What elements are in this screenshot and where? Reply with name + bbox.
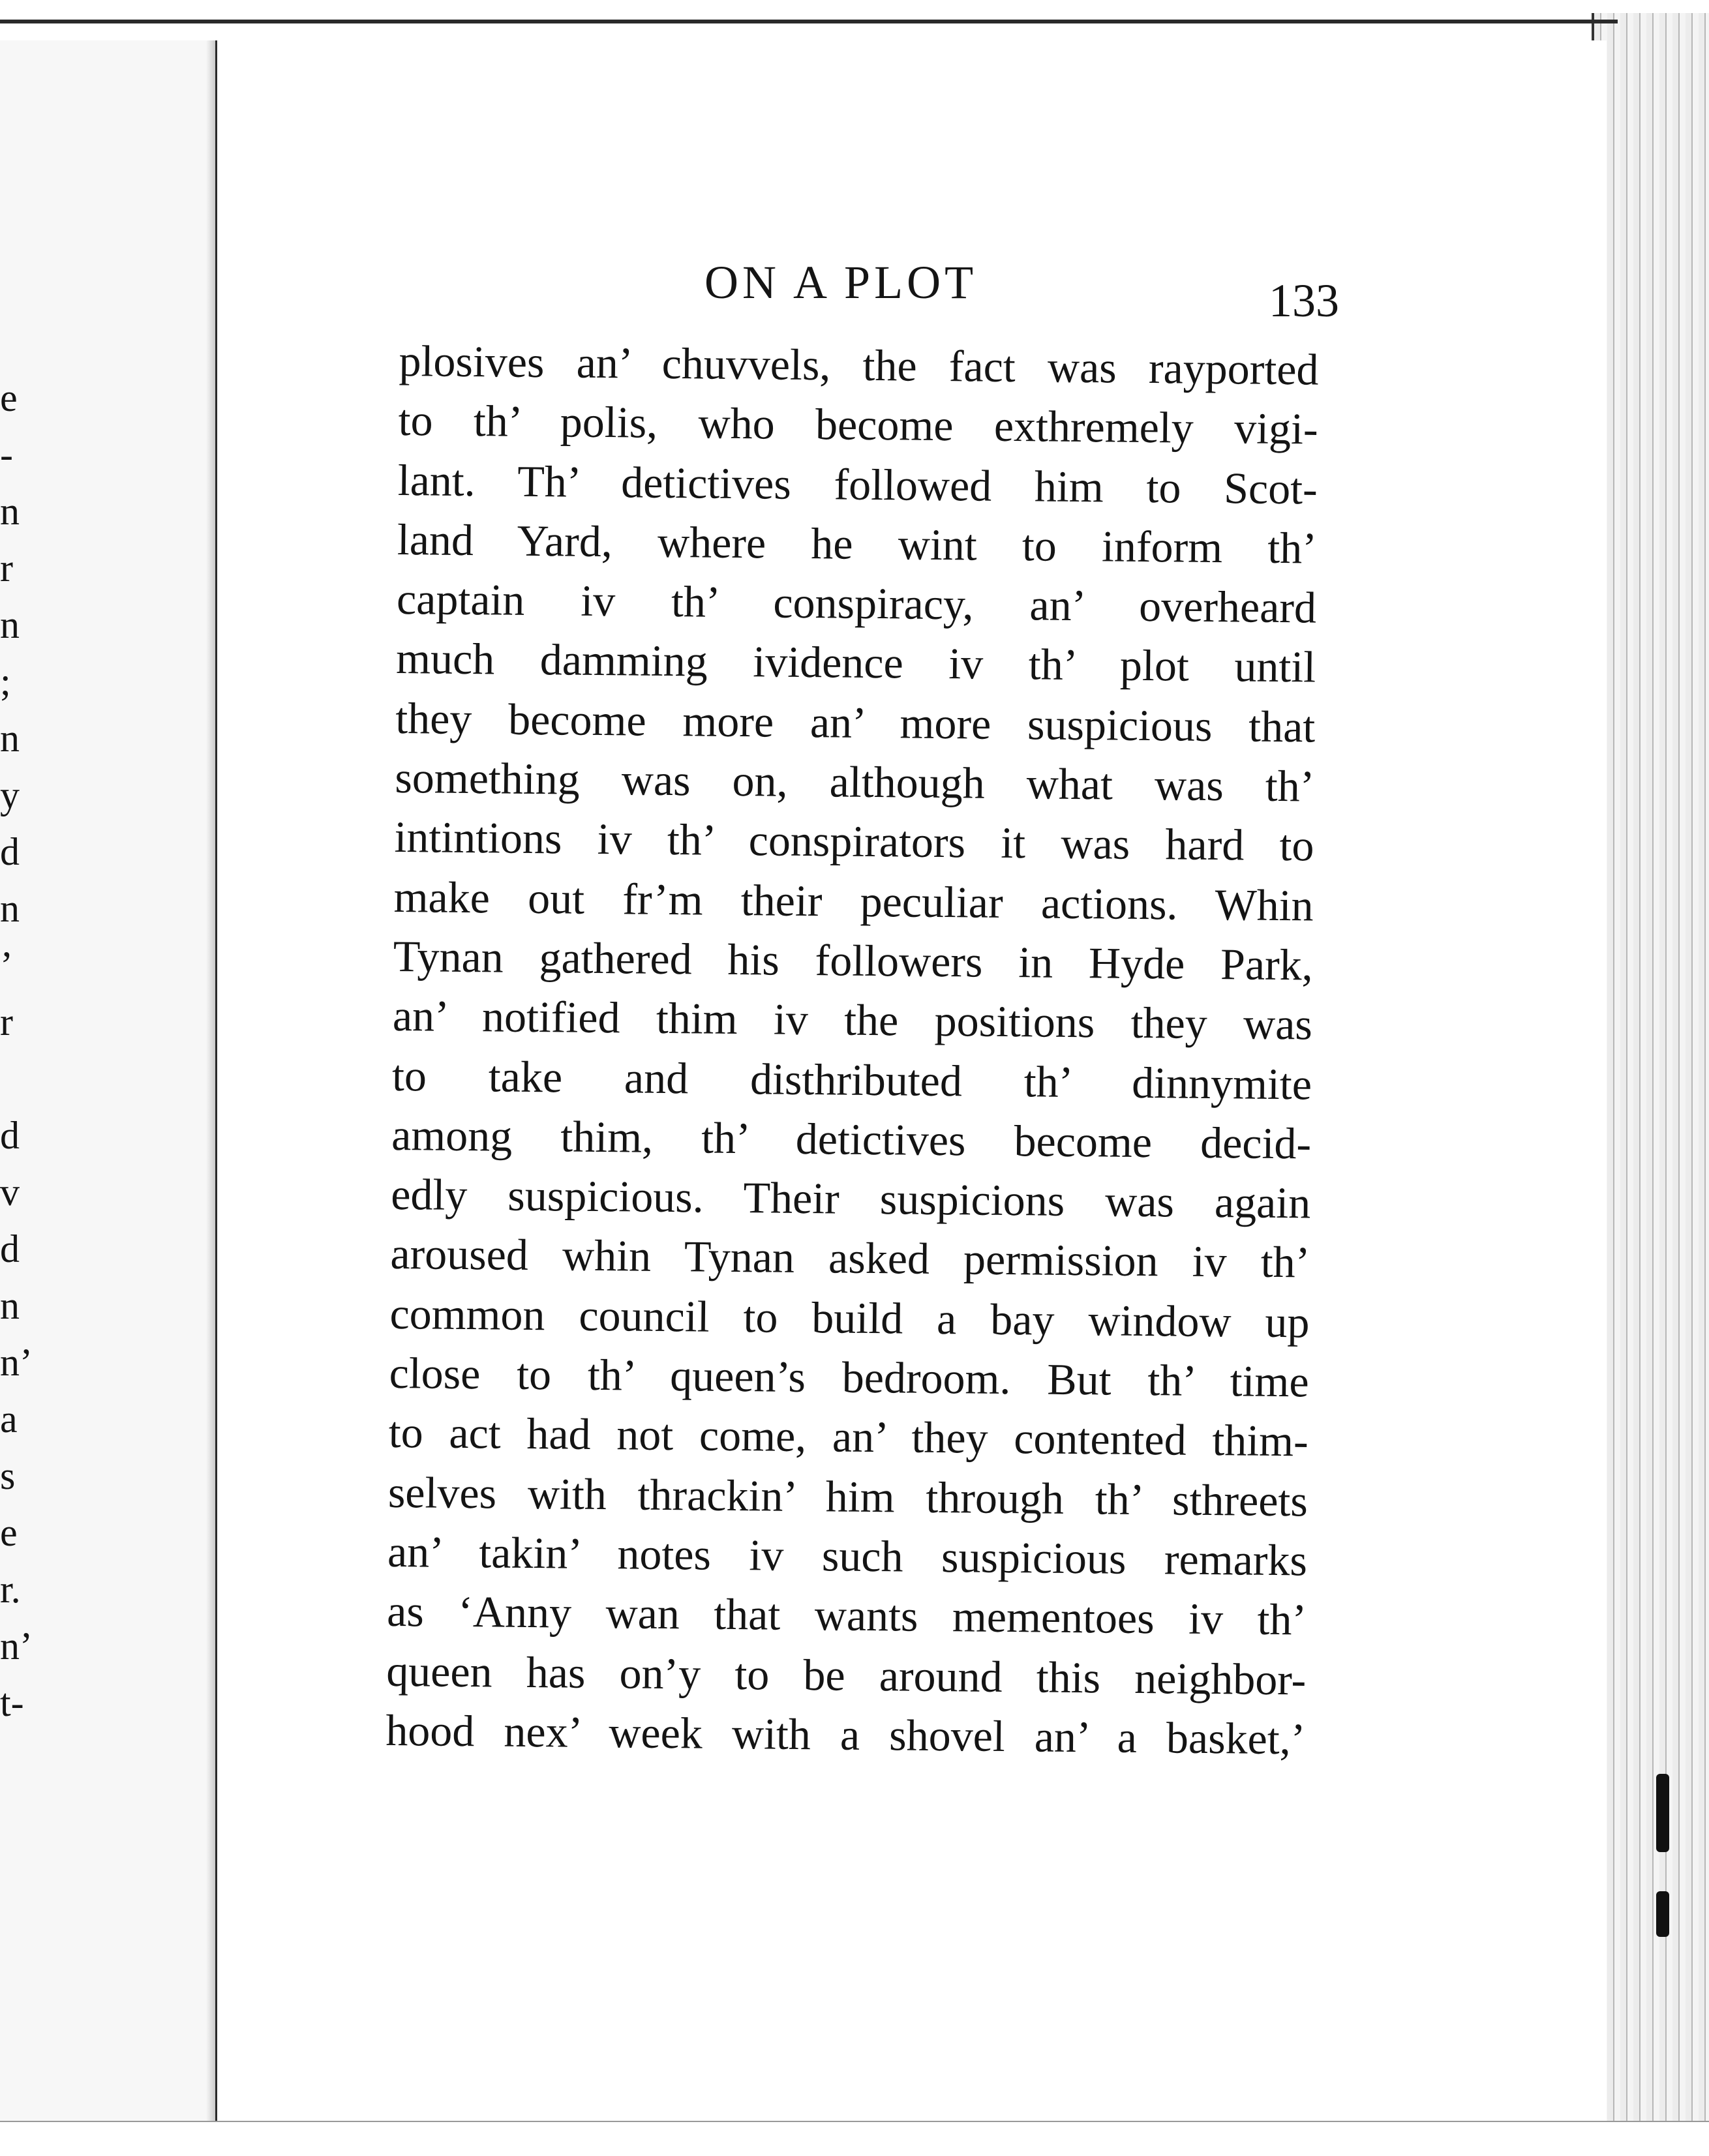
facing-page-fragment: n’	[0, 1624, 33, 1668]
facing-page-fragment: t-	[0, 1681, 24, 1724]
facing-page-fragment: n	[0, 717, 20, 760]
facing-page-fragment: e	[0, 1511, 18, 1554]
text-line: aroused whin Tynan asked permission iv th’	[390, 1229, 1310, 1287]
page-edges	[1592, 13, 1709, 2126]
facing-page-fragment: d	[0, 1227, 20, 1270]
text-line: edly suspicious. Their suspicions was again	[390, 1169, 1311, 1228]
text-line: intintions iv th’ conspirators it was hard to	[394, 812, 1314, 871]
text-line: to take and disthributed th’ dinnymite	[391, 1050, 1312, 1109]
text-line: Tynan gathered his followers in Hyde Park,	[393, 931, 1314, 990]
facing-page-fragment: n	[0, 887, 20, 930]
facing-page-fragment: n’	[0, 1341, 33, 1384]
text-line: hood nex’ week with a shovel an’ a basket,’	[386, 1705, 1306, 1764]
gutter-shadow	[206, 40, 215, 2121]
facing-page-fragment: y	[0, 773, 20, 816]
text-line: as ‘Anny wan that wants mementoes iv th’	[386, 1586, 1307, 1645]
text-line: to act had not come, an’ they contented thim-	[388, 1407, 1309, 1466]
facing-page-fragment: e	[0, 376, 18, 419]
facing-page-fragment: n	[0, 603, 20, 646]
text-line: queen has on’y to be around this neighbor-	[386, 1645, 1307, 1704]
facing-page-fragment	[0, 1051, 20, 1107]
text-line: an’ notified thim iv the positions they was	[392, 991, 1313, 1049]
text-line: plosives an’ chuvvels, the fact was rayported	[399, 335, 1319, 395]
facing-page-fragment: -	[0, 433, 13, 476]
running-head: ON A PLOT	[704, 256, 978, 308]
facing-page-fragment: d	[0, 1114, 20, 1157]
text-line: close to th’ queen’s bedroom. But th’ time	[389, 1347, 1309, 1407]
facing-page-fragment: ;	[0, 660, 11, 703]
text-line: an’ takin’ notes iv such suspicious remarks	[387, 1526, 1308, 1585]
facing-page-fragment: s	[0, 1454, 16, 1497]
facing-page-fragment: r.	[0, 1568, 21, 1611]
text-line: they become more an’ more suspicious that	[395, 693, 1316, 752]
text-line: to th’ polis, who become exthremely vigi-	[398, 395, 1318, 454]
text-line: captain iv th’ conspiracy, an’ overheard	[396, 574, 1317, 633]
edge-mark	[1656, 1774, 1669, 1852]
text-line: make out fr’m their peculiar actions. Whin	[393, 871, 1314, 931]
facing-page-fragment: r	[0, 546, 13, 590]
scan-bottom-margin	[0, 2121, 1709, 2156]
facing-page	[0, 40, 217, 2121]
text-line: land Yard, where he wint to inform th’	[397, 514, 1318, 573]
text-line: among thim, th’ detictives become decid-	[391, 1109, 1312, 1169]
facing-page-fragment: r	[0, 1000, 13, 1043]
page-number: 133	[1269, 275, 1339, 327]
text-line: common council to build a bay window up	[389, 1288, 1310, 1347]
facing-page-fragments	[0, 370, 33, 1731]
facing-page-fragment: v	[0, 1171, 20, 1214]
body-text	[386, 331, 1319, 1769]
edge-mark	[1656, 1891, 1669, 1937]
text-line: something was on, although what was th’	[395, 753, 1315, 811]
text-line: selves with thrackin’ him through th’ sthreets	[387, 1467, 1308, 1526]
facing-page-fragment: ’	[0, 944, 13, 987]
text-line: lant. Th’ detictives followed him to Scot-	[397, 455, 1318, 514]
facing-page-fragment: n	[0, 490, 20, 533]
facing-page-fragment: a	[0, 1398, 18, 1441]
facing-page-fragment: d	[0, 830, 20, 873]
text-line: much damming ividence iv th’ plot until	[395, 633, 1316, 692]
facing-page-fragment: n	[0, 1284, 20, 1327]
